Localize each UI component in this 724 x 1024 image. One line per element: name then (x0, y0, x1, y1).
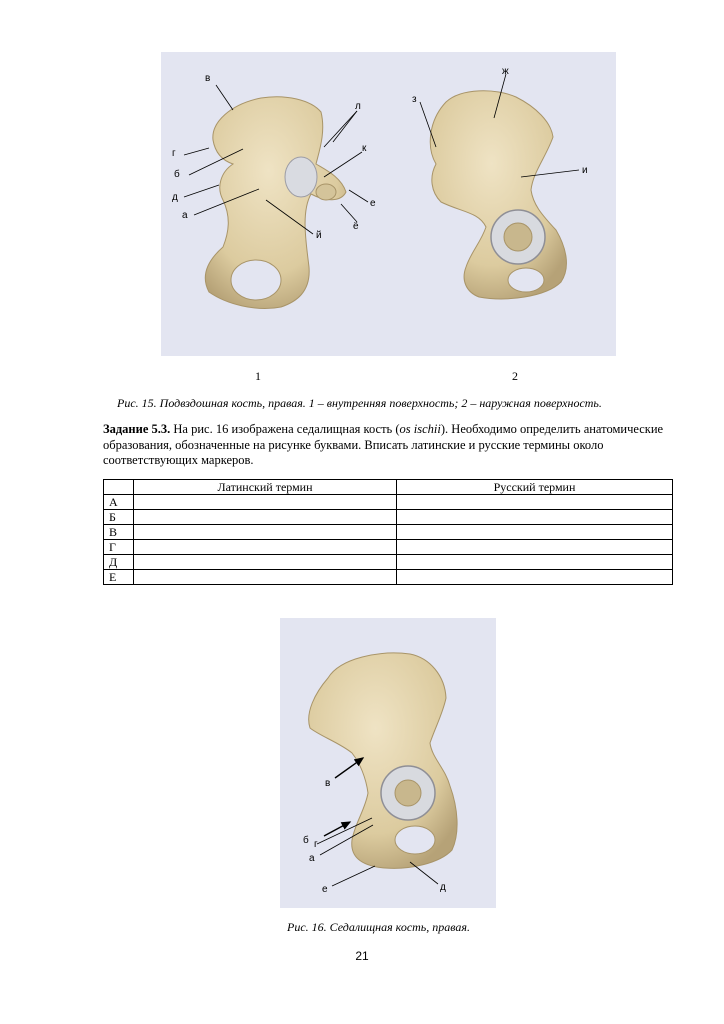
page-number: 21 (355, 949, 369, 963)
answer-table (103, 479, 673, 585)
label-d: д (172, 192, 178, 203)
figure-16-caption: Рис. 16. Седалищная кость, правая. (287, 920, 470, 934)
figure-16-image (280, 618, 496, 908)
header-russian-term: Русский термин (397, 480, 673, 495)
label-z: з (412, 94, 417, 105)
row-letter: Д (104, 555, 134, 570)
figure-15-caption: Рис. 15. Подвздошная кость, правая. 1 – внутренняя поверхность; 2 – наружная поверхность. (117, 396, 602, 410)
figure-15-subnumber-1: 1 (255, 369, 261, 383)
ilium-internal-view (205, 97, 346, 309)
auricular-surface (285, 157, 317, 197)
latin-term-cell[interactable] (134, 525, 397, 540)
russian-term-cell[interactable] (397, 570, 673, 585)
task-text-part-1: На рис. 16 изображена седалищная кость ( (170, 422, 400, 436)
task-latin-term: os ischii (399, 422, 441, 436)
row-letter: Г (104, 540, 134, 555)
latin-term-cell[interactable] (134, 555, 397, 570)
label-d: д (440, 882, 446, 893)
label-zh: ж (502, 66, 509, 77)
label-g: г (172, 148, 176, 159)
row-letter: В (104, 525, 134, 540)
label-yo: ё (353, 221, 359, 232)
row-letter: Б (104, 510, 134, 525)
obturator-foramen (395, 826, 435, 854)
task-text-part-2: ). Необходимо определить анатомические образования, обозначенные на рисунке буквами. Вписать латинские и русские термины около соответствующих маркеров. (103, 422, 664, 467)
label-e: е (322, 884, 328, 895)
figure-15-illustration (161, 52, 616, 356)
latin-term-cell[interactable] (134, 495, 397, 510)
header-letter (104, 480, 134, 495)
label-e: е (370, 198, 376, 209)
label-v: в (325, 778, 331, 789)
ischium-bone (309, 653, 457, 868)
russian-term-cell[interactable] (397, 555, 673, 570)
russian-term-cell[interactable] (397, 540, 673, 555)
label-a: а (309, 853, 315, 864)
russian-term-cell[interactable] (397, 510, 673, 525)
ilium-external-view (430, 91, 566, 299)
row-letter: А (104, 495, 134, 510)
figure-15-subnumber-2: 2 (512, 369, 518, 383)
table-header-row (104, 480, 673, 495)
table-row (104, 525, 673, 540)
table-row (104, 555, 673, 570)
table-row (104, 495, 673, 510)
russian-term-cell[interactable] (397, 525, 673, 540)
label-v: в (205, 73, 211, 84)
table-row (104, 540, 673, 555)
label-k: к (362, 143, 367, 154)
label-a: а (182, 210, 188, 221)
table-row (104, 570, 673, 585)
header-latin-term: Латинский термин (134, 480, 397, 495)
task-title: Задание 5.3. (103, 422, 171, 436)
task-text (103, 422, 678, 469)
latin-term-cell[interactable] (134, 510, 397, 525)
label-g: г (314, 839, 318, 850)
label-b: б (174, 169, 180, 180)
label-i: и (582, 165, 588, 176)
label-b: б (303, 835, 309, 846)
russian-term-cell[interactable] (397, 495, 673, 510)
latin-term-cell[interactable] (134, 540, 397, 555)
figure-16-illustration (280, 618, 496, 908)
obturator-foramen (231, 260, 281, 300)
row-letter: Е (104, 570, 134, 585)
latin-term-cell[interactable] (134, 570, 397, 585)
label-l: л (355, 101, 361, 112)
table-row (104, 510, 673, 525)
label-y: й (316, 230, 322, 241)
figure-15-image (161, 52, 616, 356)
